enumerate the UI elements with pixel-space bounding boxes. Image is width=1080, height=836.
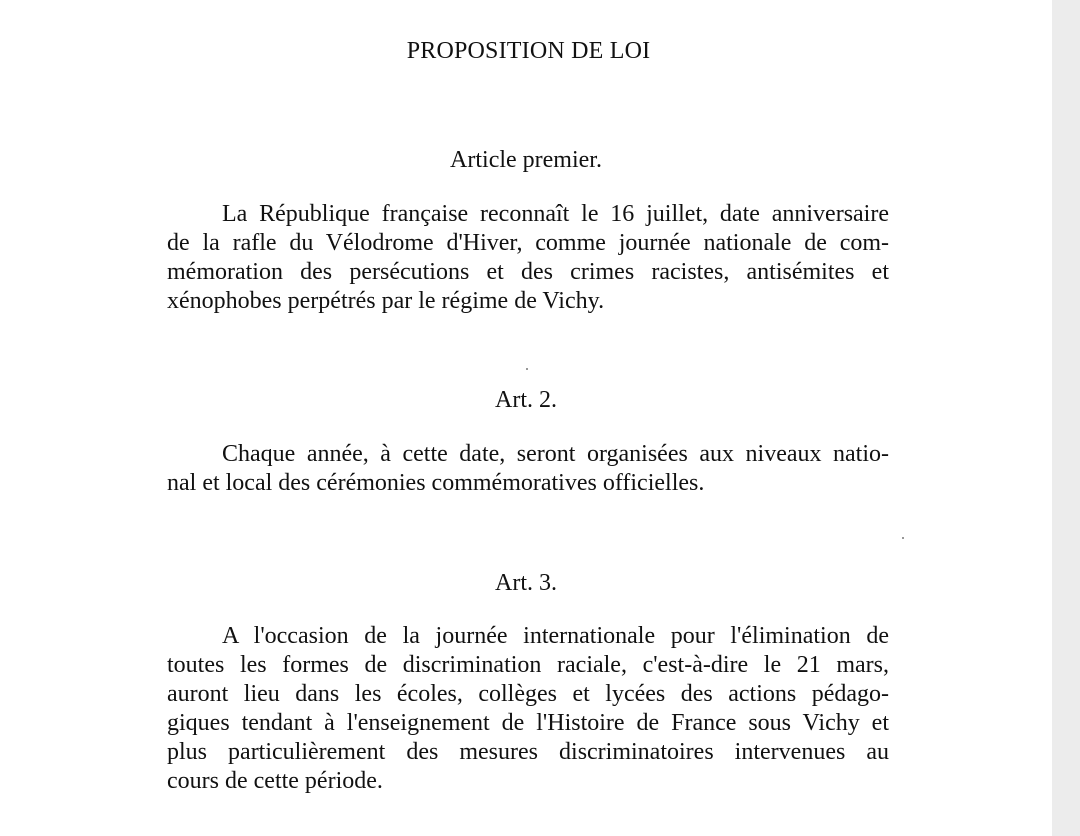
article-2-body [167, 440, 889, 498]
viewer-margin [1052, 0, 1080, 836]
article-3-body [167, 622, 889, 796]
article-1-line: de la rafle du Vélodrome d'Hiver, comme journée nationale de com- [167, 230, 889, 256]
article-2-heading: Art. 2. [495, 387, 557, 413]
article-3-line: cours de cette période. [167, 768, 383, 794]
article-1-body [167, 200, 889, 316]
article-1-line: xénophobes perpétrés par le régime de Vichy. [167, 288, 605, 314]
document-title: PROPOSITION DE LOI [406, 38, 651, 64]
scan-speck [902, 537, 904, 539]
article-3-line: A l'occasion de la journée internationale pour l'élimination de [222, 623, 889, 649]
article-1-line: mémoration des persécutions et des crimes racistes, antisémites et [167, 259, 889, 285]
article-3-line: plus particulièrement des mesures discriminatoires intervenues au [167, 739, 889, 765]
article-1-line: La République française reconnaît le 16 juillet, date anniversaire [222, 201, 889, 227]
article-3-line: toutes les formes de discrimination raciale, c'est-à-dire le 21 mars, [167, 652, 889, 678]
article-3-heading: Art. 3. [495, 570, 557, 596]
article-2-line: Chaque année, à cette date, seront organisées aux niveaux natio- [222, 441, 889, 467]
article-3-line: auront lieu dans les écoles, collèges et lycées des actions pédago- [167, 681, 889, 707]
article-1-heading: Article premier. [450, 147, 602, 173]
article-2-line: nal et local des cérémonies commémoratives officielles. [167, 470, 705, 496]
article-3-line: giques tendant à l'enseignement de l'Histoire de France sous Vichy et [167, 710, 889, 736]
scan-speck [526, 368, 528, 370]
